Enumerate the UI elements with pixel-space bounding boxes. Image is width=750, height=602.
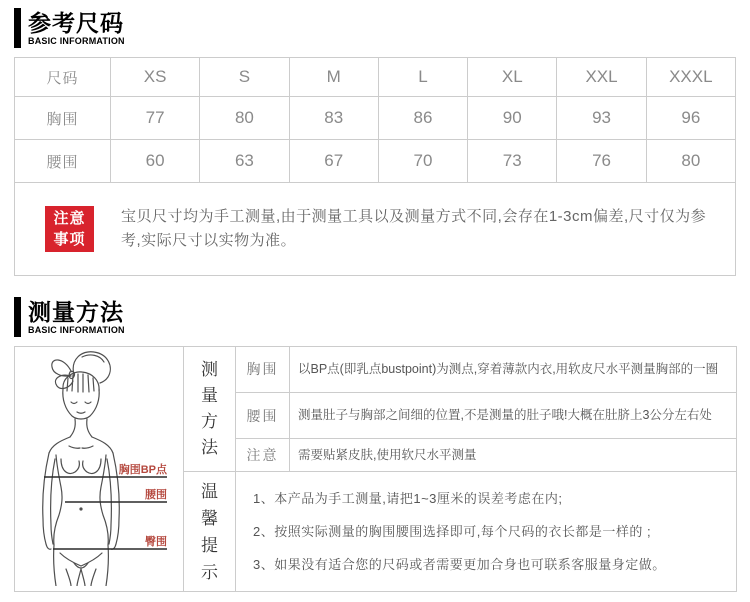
section-header-size-reference	[14, 8, 736, 48]
figure-cell	[15, 347, 184, 592]
size-column-header: XXL	[557, 58, 646, 97]
size-value: 77	[111, 97, 200, 140]
size-table	[14, 57, 736, 276]
size-value: 93	[557, 97, 646, 140]
notice-badge-line2: 事项	[53, 231, 86, 248]
size-value: 76	[557, 140, 646, 183]
size-value: 63	[200, 140, 289, 183]
size-value: 80	[646, 140, 735, 183]
measure-row-label: 胸围	[236, 347, 290, 393]
size-value: 96	[646, 97, 735, 140]
figure-hip-label: 臀围	[144, 536, 167, 548]
measure-row-bust	[15, 347, 737, 393]
measurement-table	[14, 346, 737, 592]
tips-vertical-label: 温馨提示	[184, 472, 236, 592]
tips-cell	[236, 472, 737, 592]
size-value: 83	[289, 97, 378, 140]
size-column-header: 尺码	[15, 58, 111, 97]
section-title: 测量方法	[28, 298, 124, 325]
size-column-header: XXXL	[646, 58, 735, 97]
size-table-row-bust	[15, 97, 736, 140]
header-accent-bar	[14, 8, 21, 48]
size-column-header: L	[378, 58, 467, 97]
row-label: 腰围	[15, 140, 111, 183]
size-column-header: M	[289, 58, 378, 97]
notice-text: 宝贝尺寸均为手工测量,由于测量工具以及测量方式不同,会存在1-3cm偏差,尺寸仅为参考,实际尺寸以实物为准。	[121, 208, 707, 249]
measure-row-text: 以BP点(即乳点bustpoint)为测点,穿着薄款内衣,用软皮尺水平测量胸部的一圈	[290, 347, 737, 393]
notice-badge-line1: 注意	[53, 210, 86, 227]
size-value: 60	[111, 140, 200, 183]
size-column-header: XS	[111, 58, 200, 97]
tip-item: 3、如果没有适合您的尺码或者需要更加合身也可联系客服量身定做。	[253, 557, 666, 572]
size-value: 90	[468, 97, 557, 140]
row-label: 胸围	[15, 97, 111, 140]
size-value: 73	[468, 140, 557, 183]
notice-row	[15, 183, 736, 276]
tip-item: 1、本产品为手工测量,请把1~3厘米的误差考虑在内;	[253, 491, 563, 506]
size-column-header: S	[200, 58, 289, 97]
figure-waist-label: 腰围	[144, 489, 167, 501]
measure-method-vertical-label: 测量方法	[184, 347, 236, 472]
section-title: 参考尺码	[28, 9, 124, 36]
header-accent-bar	[14, 297, 21, 337]
body-figure-illustration	[16, 347, 183, 586]
measure-row-label: 腰围	[236, 392, 290, 439]
figure-sketch	[42, 352, 119, 586]
size-table-row-waist	[15, 140, 736, 183]
size-value: 86	[378, 97, 467, 140]
size-column-header: XL	[468, 58, 557, 97]
size-value: 70	[378, 140, 467, 183]
size-table-header-row	[15, 58, 736, 97]
notice-cell	[15, 183, 736, 276]
measure-row-label: 注意	[236, 439, 290, 472]
section-subtitle: BASIC INFORMATION	[28, 35, 125, 46]
figure-bust-label: 胸围BP点	[118, 464, 167, 476]
section-header-measure-method	[14, 297, 736, 337]
size-value: 67	[289, 140, 378, 183]
section-subtitle: BASIC INFORMATION	[28, 324, 125, 335]
measure-row-text: 测量肚子与胸部之间细的位置,不是测量的肚子哦!大概在肚脐上3公分左右处	[290, 392, 737, 439]
size-value: 80	[200, 97, 289, 140]
notice-badge	[45, 206, 94, 252]
tip-item: 2、按照实际测量的胸围腰围选择即可,每个尺码的衣长都是一样的 ;	[253, 524, 652, 539]
measure-row-text: 需要贴紧皮肤,使用软尺水平测量	[290, 439, 737, 472]
